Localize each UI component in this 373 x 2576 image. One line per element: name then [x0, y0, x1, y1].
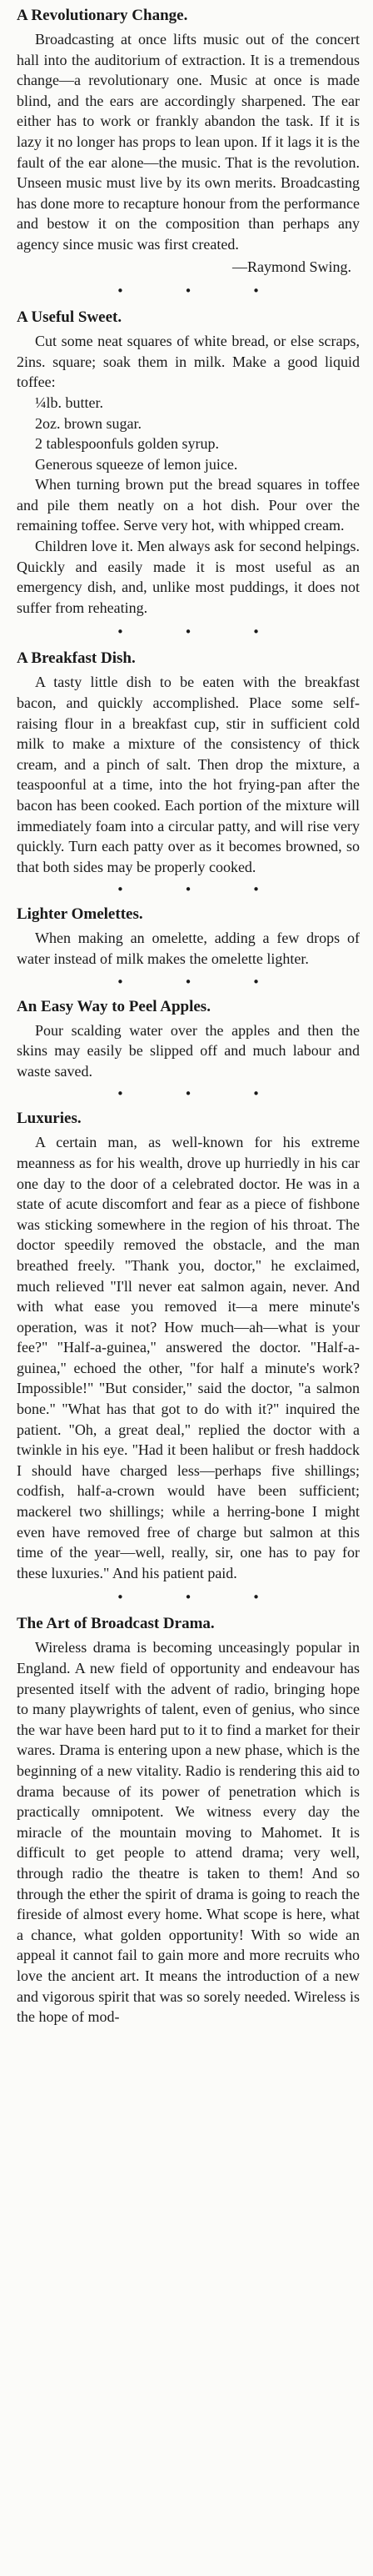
- section-separator: • • •: [116, 624, 289, 640]
- ingredient-line: 2oz. brown sugar.: [35, 414, 142, 432]
- article-revolutionary-change: [17, 5, 360, 277]
- article-heading: A Breakfast Dish.: [17, 649, 136, 668]
- article-lighter-omelettes: [17, 904, 360, 969]
- article-useful-sweet: [17, 307, 360, 618]
- section-separator: • • •: [116, 882, 289, 898]
- article-heading: An Easy Way to Peel Apples.: [17, 997, 211, 1015]
- section-separator: • • •: [116, 283, 289, 299]
- article-paragraph: Broadcasting at once lifts music out of the concert hall into the auditorium of extraction. It is a tremendous change—a revolutionary one. Music at once is made blind, and the ears are accordingly sharpened. The ear either has to work or frankly abandon the task. If it is lazy it no longer has props to lean upon. If it lags it is the fault of the ear alone—the music. That is the revolution. Unseen music must live by its own merits. Broadcasting has done more to recapture honour from the performance and bestow it on the composition than perhaps any agency since music was first created.: [17, 31, 360, 253]
- article-signature: —Raymond Swing.: [231, 258, 351, 275]
- article-paragraph: When turning brown put the bread squares in toffee and pile them neatly on a hot dish. Pour over the remaining toffee. Serve very hot, with whipped cream.: [17, 476, 360, 534]
- article-paragraph: Cut some neat squares of white bread, or else scraps, 2ins. square; soak them in milk. Make a good liquid toffee:: [17, 333, 360, 391]
- article-heading: Luxuries.: [17, 1110, 82, 1128]
- article-paragraph: A certain man, as well-known for his extreme meanness as for his wealth, drove up hurriedly in his car one day to the door of a celebrated doctor. He was in a state of acute discomfort and fear as a piece of fishbone was sticking somewhere in the region of his throat. The doctor speedily removed the obstacle, and the man breathed freely. "Thank you, doctor," he exclaimed, much relieved "I'll never eat salmon again, never. And with what ease you removed it—a mere minute's operation, was it not? How much—ah—what is your fee?" "Half-a-guinea," answered the doctor. "Half-a-guinea," echoed the other, "for half a minute's work? Impossible!" "But consider," said the doctor, "a salmon bone." "What has that got to do with it?" inquired the patient. "Oh, a great deal," replied the doctor with a twinkle in his eye. "Had it been halibut or fresh haddock I should have charged less—perhaps five shillings; codfish, half-a-crown would have been sufficient; mackerel two shillings; while a herring-bone I might even have removed free of charge but salmon at this time of the year—well, really, sir, one has to pay for these luxuries." And his patient paid.: [17, 1134, 360, 1581]
- article-peel-apples: [17, 996, 360, 1082]
- article-paragraph: A tasty little dish to be eaten with the breakfast bacon, and quickly accomplished. Place some self-raising flour in a breakfast cup, stir in sufficient cold milk to make a mixture of the consistency of thick cream, and a pinch of salt. Then drop the mixture, a teaspoonful at a time, into the hot frying-pan after the bacon has been cooked. Each portion of the mixture will immediately foam into a circular patty, and will rise very quickly. Turn each patty over as it becomes browned, so that both sides may be properly cooked.: [17, 674, 360, 875]
- article-broadcast-drama: [17, 1613, 360, 2027]
- ingredient-line: ¼lb. butter.: [35, 393, 103, 411]
- article-paragraph: Wireless drama is becoming unceasingly popular in England. A new field of opportunity and endeavour has presented itself with the advent of radio, bringing hope to many playwrights of talent, even of genius, who since the war have been hard put to it to find a market for their wares. Drama is entering upon a new phase, which is the beginning of a new vitality. Radio is rendering this aid to drama because of its power of penetration which is practically omnipotent. We witness every day the miracle of the mountain moving to Mahomet. It is difficult to get people to attend drama; very well, through radio the theatre is taken to them! And so through the ether the spirit of drama is going to reach the fireside of almost every home. What scope is here, what a chance, what golden opportunity! With so wide an appeal it cannot fail to gain more and more recruits who love the ancient art. It means the introduction of a new and vigorous spirit that was so sorely needed. Wireless is the hope of mod-: [17, 1639, 360, 2026]
- ingredient-line: 2 tablespoonfuls golden syrup.: [35, 435, 219, 453]
- article-heading: A Useful Sweet.: [17, 308, 122, 327]
- article-heading: The Art of Broadcast Drama.: [17, 1615, 215, 1633]
- section-separator: • • •: [116, 974, 289, 990]
- article-paragraph: When making an omelette, adding a few drops of water instead of milk makes the omelette lighter.: [17, 930, 360, 967]
- article-breakfast-dish: [17, 648, 360, 877]
- article-luxuries: [17, 1108, 360, 1583]
- article-heading: Lighter Omelettes.: [17, 905, 143, 924]
- section-separator: • • •: [116, 1086, 289, 1102]
- ingredient-line: Generous squeeze of lemon juice.: [35, 455, 238, 473]
- section-separator: • • •: [116, 1590, 289, 1606]
- article-heading: A Revolutionary Change.: [17, 7, 188, 24]
- article-paragraph: Children love it. Men always ask for second helpings. Quickly and easily made it is most useful as an emergency dish, and, unlike most puddings, it does not suffer from reheating.: [17, 538, 360, 616]
- article-paragraph: Pour scalding water over the apples and then the skins may easily be slipped off and much labour and waste saved.: [17, 1021, 360, 1080]
